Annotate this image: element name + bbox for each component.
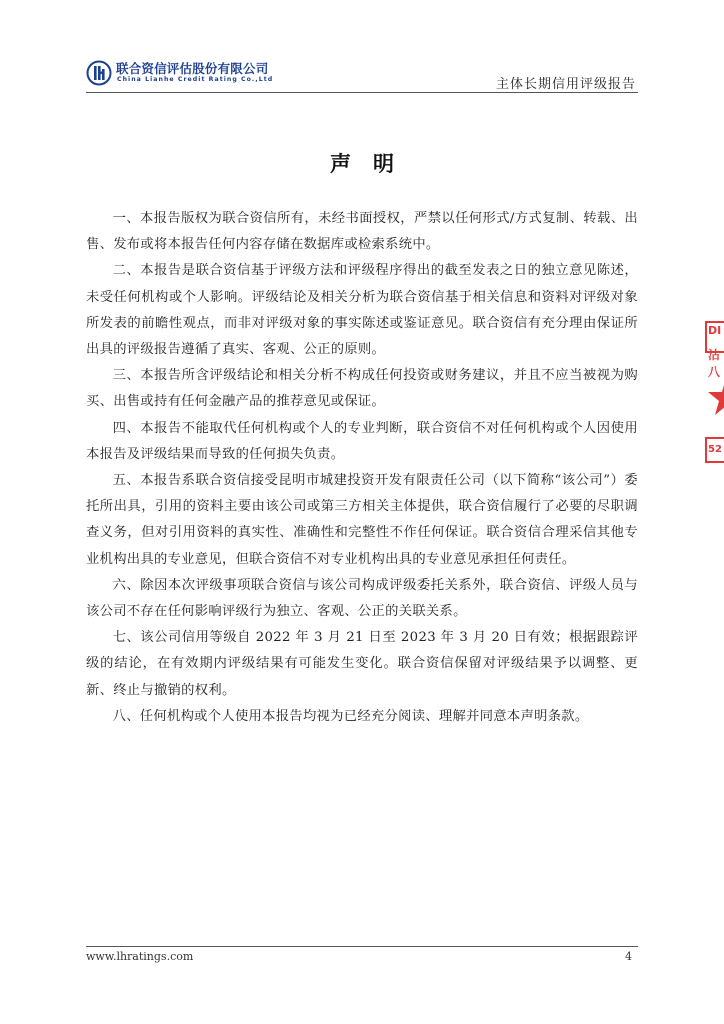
declaration-item-3: 三、本报告所含评级结论和相关分析不构成任何投资或财务建议，并且不应当被视为购买、出售或持有任何金融产品的推荐意见或保证。	[86, 368, 638, 410]
stamp-text-bottom: 52	[708, 444, 722, 455]
company-name-cn: 联合资信评估股份有限公司	[116, 61, 269, 76]
declaration-item-1: 一、本报告版权为联合资信所有，未经书面授权，严禁以任何形式/方式复制、转载、出售、发布或将本报告任何内容存储在数据库或检索系统中。	[86, 211, 638, 253]
stamp-text-mid: 沽八	[708, 348, 721, 379]
lianhe-logo-icon	[86, 60, 112, 86]
declaration-item-5: 五、本报告系联合资信接受昆明市城建投资开发有限责任公司（以下简称“该公司”）委托所出具，引用的资料主要由该公司或第三方相关主体提供，联合资信履行了必要的尽职调查义务，但对引用资料的真实性、准确性和完整性不作任何保证。联合资信合理采信其他专业机构出具的专业意见，但联合资信不对专业机构出具的专业意见承担任何责任。	[86, 473, 638, 567]
website-url: www.lhratings.com	[86, 950, 194, 963]
company-name-en: China Lianhe Credit Rating Co.,Ltd	[117, 76, 274, 83]
red-seal-stamp	[704, 320, 724, 465]
declaration-item-7: 七、该公司信用等级自 2022 年 3 月 21 日至 2023 年 3 月 20 日有效；根据跟踪评级的结论，在有效期内评级结果有可能发生变化。联合资信保留对评级结果予以调整、更新、终止与撤销的权利。	[86, 630, 638, 698]
stamp-text-top: DI	[708, 324, 722, 337]
page-number: 4	[625, 950, 632, 963]
declaration-item-2: 二、本报告是联合资信基于评级方法和评级程序得出的截至发表之日的独立意见陈述，未受任何机构或个人影响。评级结论及相关分析为联合资信基于相关信息和资料对评级对象所发表的前瞻性观点，而非对评级对象的事实陈述或鉴证意见。联合资信有充分理由保证所出具的评级报告遵循了真实、客观、公正的原则。	[86, 263, 638, 358]
footer-divider	[86, 946, 638, 947]
declaration-item-4: 四、本报告不能取代任何机构或个人的专业判断，联合资信不对任何机构或个人因使用本报告及评级结果而导致的任何损失负责。	[86, 420, 638, 462]
page-title: 声明	[330, 151, 416, 176]
declaration-item-6: 六、除因本次评级事项联合资信与该公司构成评级委托关系外，联合资信、评级人员与该公司不存在任何影响评级行为独立、客观、公正的关联关系。	[86, 577, 638, 620]
declaration-body	[86, 206, 638, 730]
page-header	[86, 56, 638, 92]
header-divider	[86, 92, 638, 93]
declaration-item-8: 八、任何机构或个人使用本报告均视为已经充分阅读、理解并同意本声明条款。	[112, 708, 589, 724]
document-type: 主体长期信用评级报告	[495, 77, 636, 92]
